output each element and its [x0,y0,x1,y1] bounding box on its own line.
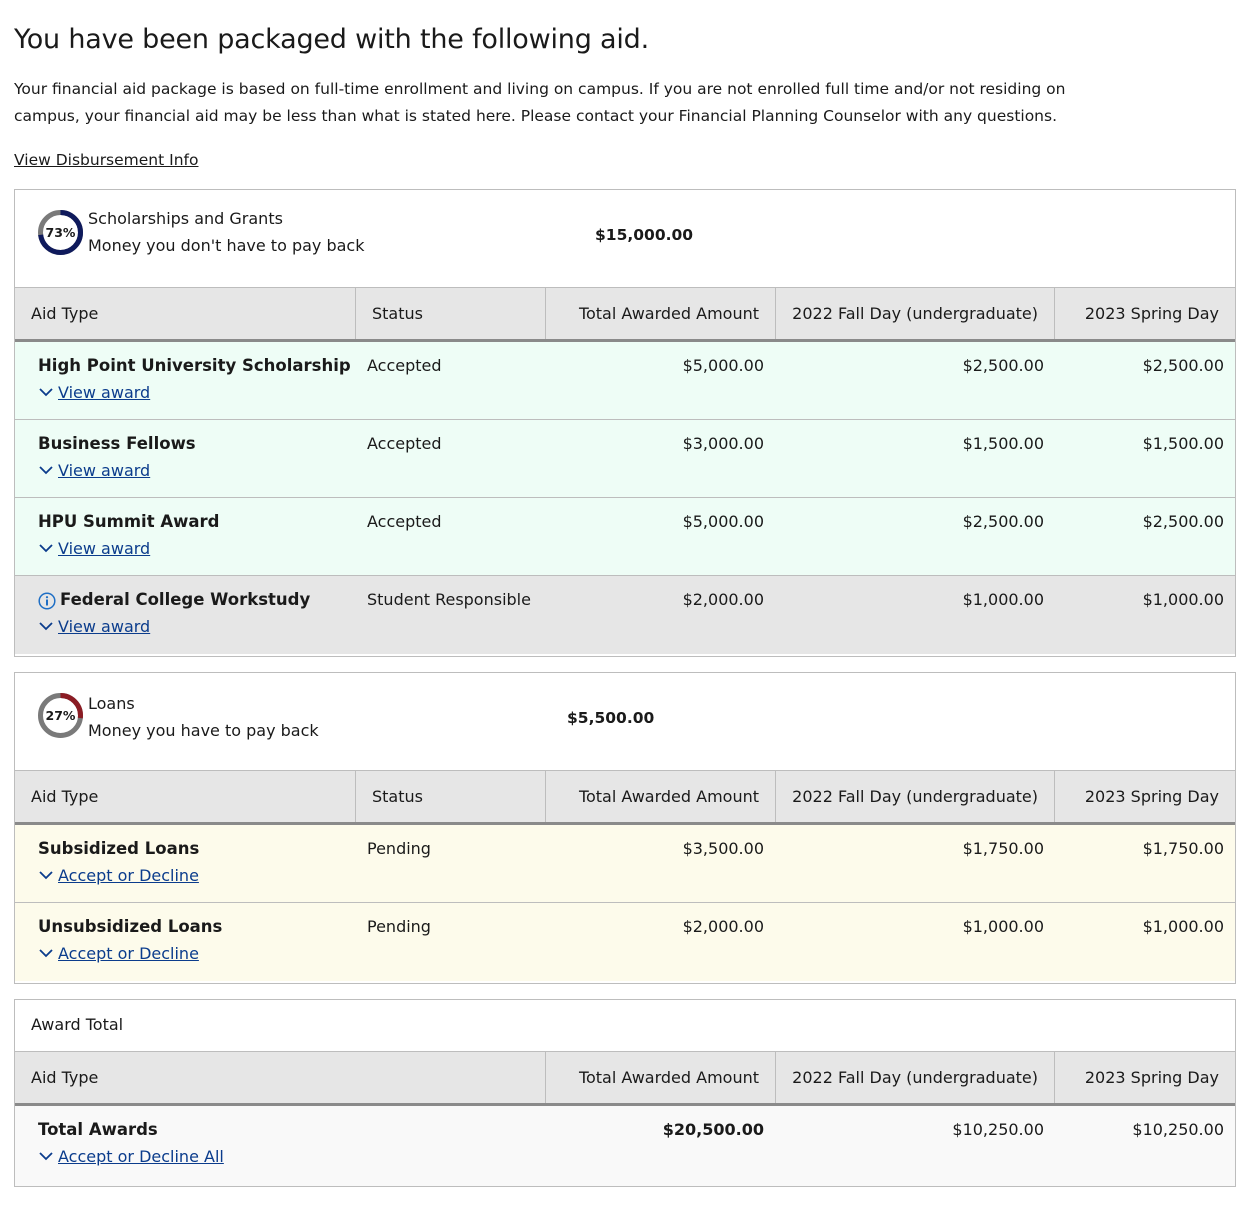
page-title: You have been packaged with the following aid. [14,24,650,55]
scholarships-table-header [15,288,1235,342]
col-fall: 2022 Fall Day (undergraduate) [776,771,1055,822]
col-spring: 2023 Spring Day [1084,304,1219,323]
table-row [15,576,1235,654]
aid-name: Federal College Workstudy [60,590,311,609]
aid-spring: $1,000.00 [1142,590,1224,609]
aid-status: Pending [367,917,431,936]
aid-name: Business Fellows [38,434,196,453]
aid-total: $3,500.00 [682,839,764,858]
info-icon[interactable] [38,592,56,610]
total-awards-total: $20,500.00 [662,1120,764,1139]
award-total-header [15,1000,1235,1052]
aid-fall: $2,500.00 [962,356,1044,375]
view-award-label: View award [58,383,151,402]
scholarships-total: $15,000.00 [595,226,694,244]
award-total-table-header [15,1052,1235,1106]
accept-or-decline-link[interactable] [39,944,199,963]
view-award-label: View award [58,617,151,636]
aid-status: Pending [367,839,431,858]
chevron-down-icon [39,543,53,553]
col-fall: 2022 Fall Day (undergraduate) [776,288,1055,339]
aid-spring: $2,500.00 [1142,356,1224,375]
col-total: Total Awarded Amount [546,1052,776,1103]
award-total-title: Award Total [31,1015,124,1034]
col-total: Total Awarded Amount [546,771,776,822]
scholarships-percent-label: 73% [45,225,76,240]
chevron-down-icon [39,870,53,880]
view-award-label: View award [58,539,151,558]
loans-title: Loans [88,694,135,713]
aid-name: Unsubsidized Loans [38,917,223,936]
chevron-down-icon [39,387,53,397]
aid-total: $5,000.00 [682,356,764,375]
accept-or-decline-all-link[interactable] [39,1147,224,1166]
view-disbursement-link[interactable]: View Disbursement Info [14,151,199,169]
loans-header [15,673,1235,771]
col-fall: 2022 Fall Day (undergraduate) [776,1052,1055,1103]
aid-total: $3,000.00 [682,434,764,453]
aid-name: High Point University Scholarship [38,356,351,375]
loans-subtitle: Money you have to pay back [88,721,319,740]
aid-fall: $1,000.00 [962,917,1044,936]
table-row [15,498,1235,576]
loans-total: $5,500.00 [567,709,655,727]
aid-fall: $1,750.00 [962,839,1044,858]
aid-status: Accepted [367,434,442,453]
aid-fall: $1,000.00 [962,590,1044,609]
col-aid-type: Aid Type [15,1052,546,1103]
table-row [15,342,1235,420]
chevron-down-icon [39,1151,53,1161]
accept-or-decline-label: Accept or Decline [58,944,199,963]
total-awards-name: Total Awards [38,1120,158,1139]
aid-fall: $2,500.00 [962,512,1044,531]
aid-spring: $2,500.00 [1142,512,1224,531]
scholarships-percent-donut [37,209,84,256]
aid-spring: $1,000.00 [1142,917,1224,936]
total-awards-row [15,1106,1235,1186]
loans-percent-label: 27% [45,708,76,723]
chevron-down-icon [39,465,53,475]
col-status: Status [356,288,546,339]
aid-spring: $1,500.00 [1142,434,1224,453]
accept-or-decline-all-label: Accept or Decline All [58,1147,224,1166]
view-award-label: View award [58,461,151,480]
loans-percent-donut [37,692,84,739]
scholarships-section [14,189,1236,657]
aid-total: $2,000.00 [682,917,764,936]
chevron-down-icon [39,948,53,958]
col-spring: 2023 Spring Day [1084,787,1219,806]
accept-or-decline-link[interactable] [39,866,199,885]
accept-or-decline-label: Accept or Decline [58,866,199,885]
intro-text: Your financial aid package is based on full-time enrollment and living on campus. If you are not enrolled full time and/or not residing on campus, your financial aid may be less than what is stated here. Please contact your Financial Planning Counselor with any questions. [14,80,1066,125]
col-total: Total Awarded Amount [546,288,776,339]
table-row [15,903,1235,981]
aid-total: $5,000.00 [682,512,764,531]
view-award-link[interactable] [39,617,150,636]
scholarships-title: Scholarships and Grants [88,209,283,228]
col-spring: 2023 Spring Day [1084,1068,1219,1087]
scholarships-subtitle: Money you don't have to pay back [88,236,365,255]
aid-name: HPU Summit Award [38,512,220,531]
col-aid-type: Aid Type [15,288,356,339]
total-awards-spring: $10,250.00 [1132,1120,1224,1139]
aid-name: Subsidized Loans [38,839,200,858]
total-awards-fall: $10,250.00 [952,1120,1044,1139]
aid-spring: $1,750.00 [1142,839,1224,858]
loans-table-header [15,771,1235,825]
award-total-section [14,999,1236,1187]
view-award-link[interactable] [39,383,150,402]
table-row [15,420,1235,498]
aid-status: Accepted [367,512,442,531]
scholarships-header [15,190,1235,288]
view-award-link[interactable] [39,539,150,558]
col-status: Status [356,771,546,822]
aid-fall: $1,500.00 [962,434,1044,453]
loans-section [14,672,1236,984]
aid-status: Accepted [367,356,442,375]
table-row [15,825,1235,903]
view-award-link[interactable] [39,461,150,480]
chevron-down-icon [39,621,53,631]
aid-status: Student Responsible [367,590,531,609]
aid-total: $2,000.00 [682,590,764,609]
col-aid-type: Aid Type [15,771,356,822]
